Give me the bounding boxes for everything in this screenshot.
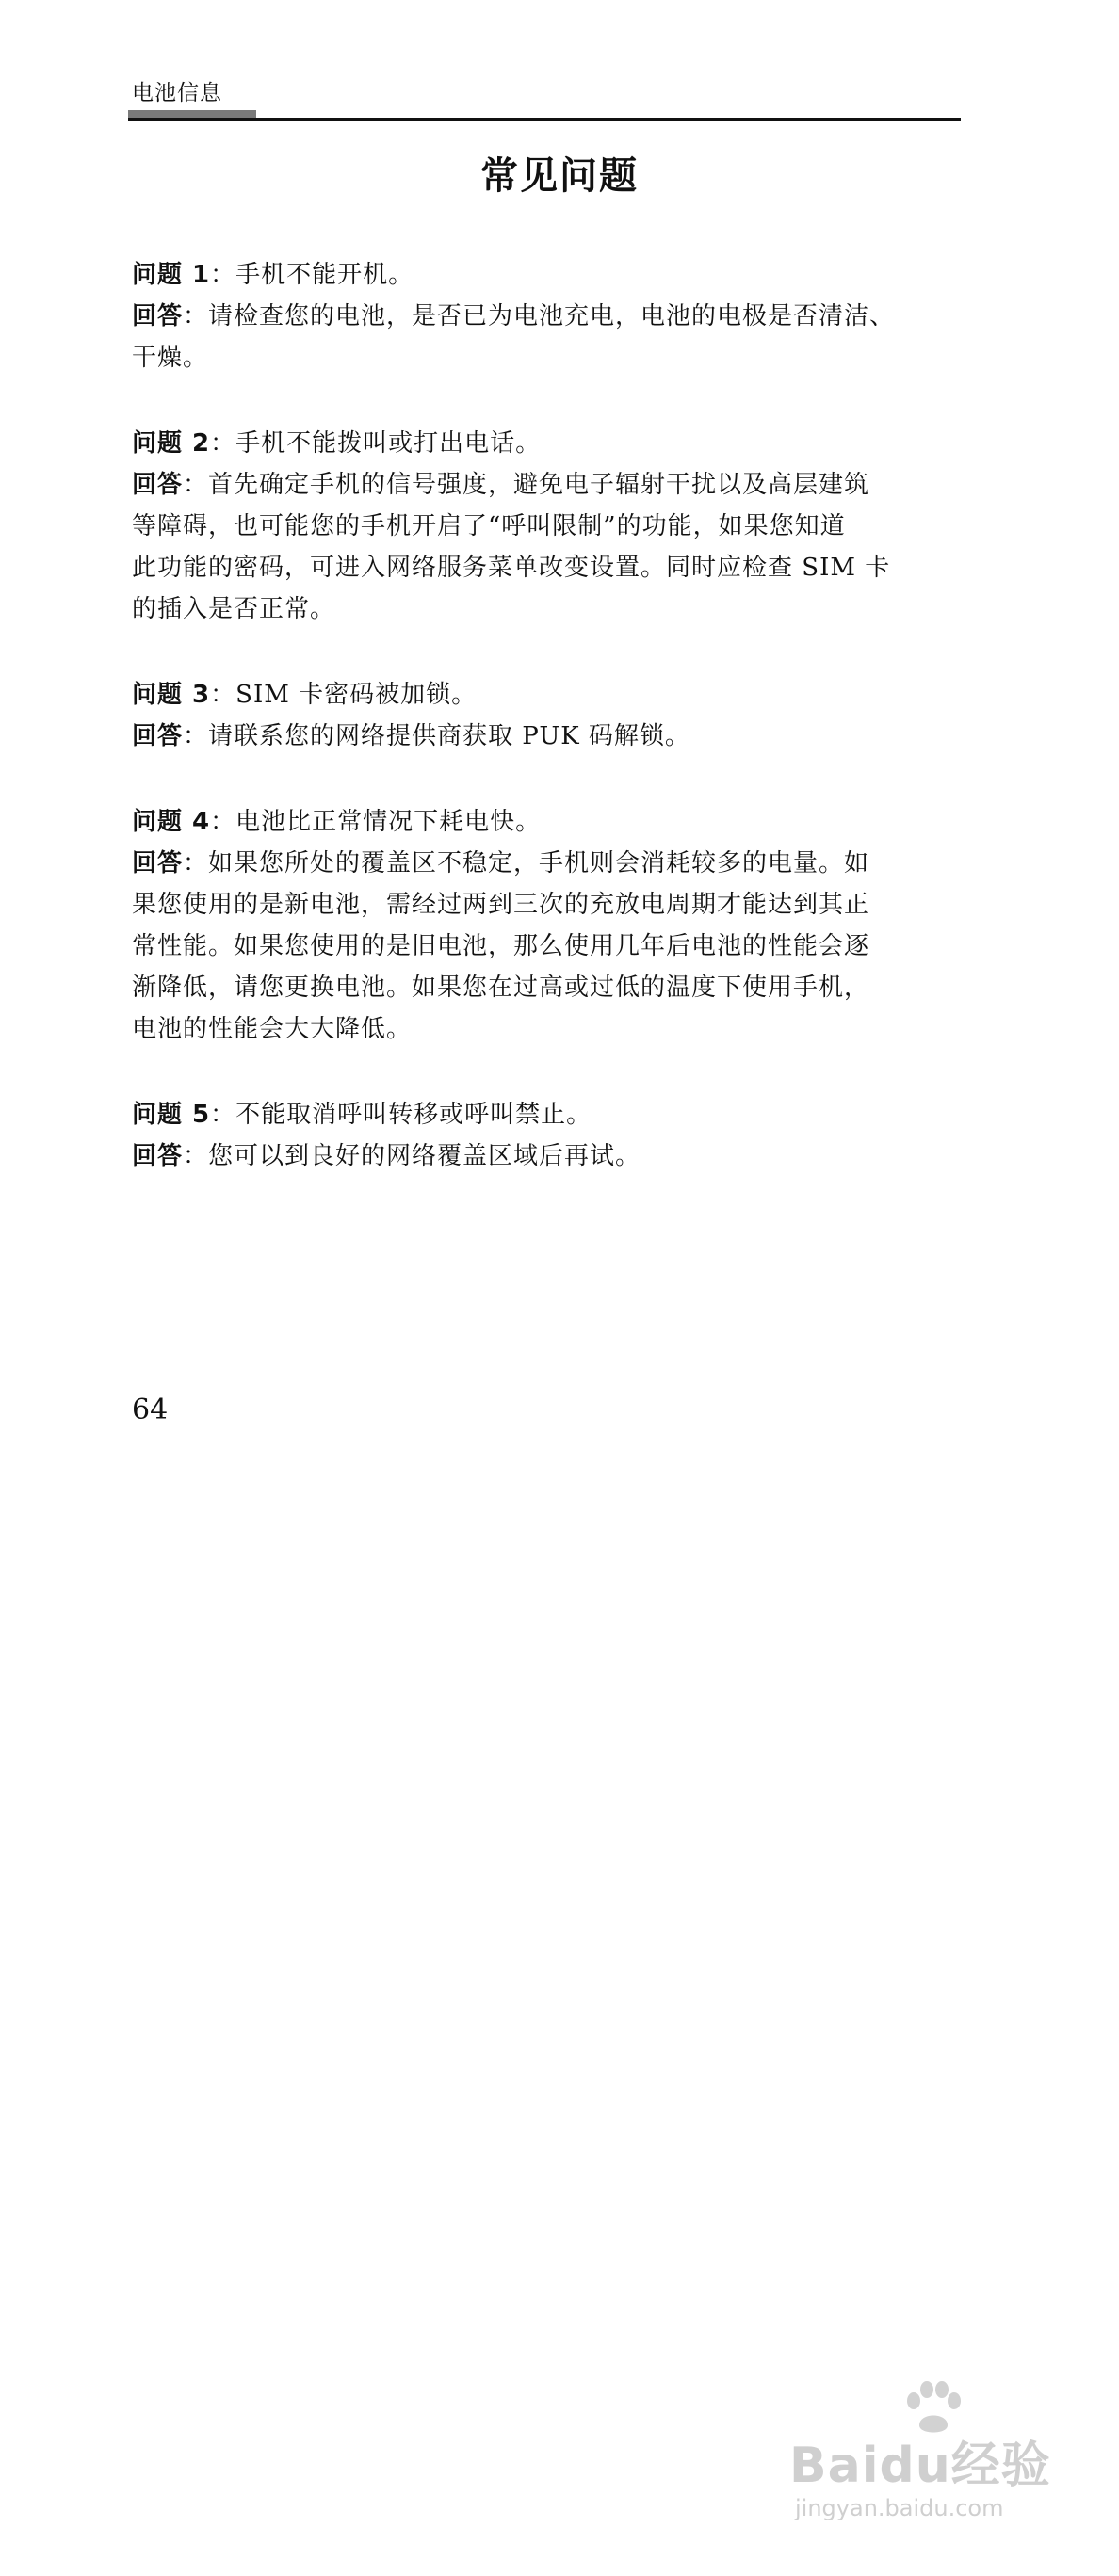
page-title: 常见问题 bbox=[480, 154, 639, 198]
answer-3-line-1 bbox=[132, 716, 961, 757]
question-2 bbox=[132, 423, 961, 464]
answer-label: 回答 bbox=[132, 1142, 184, 1170]
question-3 bbox=[132, 674, 961, 716]
answer-5-line-1 bbox=[132, 1135, 961, 1177]
answer-text: ：请联系您的网络提供商获取 PUK 码解锁。 bbox=[183, 722, 690, 750]
answer-4-line-3: 常性能。如果您使用的是旧电池，那么使用几年后电池的性能会逐 bbox=[132, 932, 870, 960]
question-text: ：手机不能拨叫或打出电话。 bbox=[210, 429, 542, 458]
answer-label: 回答 bbox=[132, 471, 184, 499]
running-header: 电池信息 bbox=[132, 81, 222, 105]
answer-1-line-2: 干燥。 bbox=[132, 344, 209, 372]
question-1 bbox=[132, 254, 961, 296]
faq-item-3 bbox=[132, 674, 961, 757]
question-text: ：SIM 卡密码被加锁。 bbox=[210, 681, 478, 709]
answer-text: ：如果您所处的覆盖区不稳定，手机则会消耗较多的电量。如 bbox=[183, 849, 870, 877]
faq-item-2 bbox=[132, 423, 961, 630]
page-number: 64 bbox=[132, 1393, 169, 1426]
faq-item-5 bbox=[132, 1094, 961, 1177]
answer-1-line-1 bbox=[132, 296, 961, 337]
answer-text: ：请检查您的电池，是否已为电池充电，电池的电极是否清洁、 bbox=[183, 302, 896, 330]
answer-label: 回答 bbox=[132, 722, 184, 750]
header-rule bbox=[128, 118, 961, 121]
answer-4-line-5: 电池的性能会大大降低。 bbox=[132, 1015, 413, 1043]
answer-2-line-3: 此功能的密码，可进入网络服务菜单改变设置。同时应检查 SIM 卡 bbox=[132, 554, 891, 582]
question-label: 问题 1 bbox=[132, 261, 211, 289]
answer-4-line-4: 渐降低，请您更换电池。如果您在过高或过低的温度下使用手机， bbox=[132, 974, 870, 1002]
watermark-brand: Baidu经验 bbox=[789, 2438, 1051, 2494]
answer-2-line-2: 等障碍，也可能您的手机开启了“呼叫限制”的功能，如果您知道 bbox=[132, 512, 846, 540]
answer-text: ：您可以到良好的网络覆盖区域后再试。 bbox=[183, 1142, 641, 1170]
answer-2-line-4: 的插入是否正常。 bbox=[132, 595, 336, 623]
baidu-jingyan-watermark bbox=[789, 2380, 1072, 2550]
question-5 bbox=[132, 1094, 961, 1135]
answer-text: ：首先确定手机的信号强度，避免电子辐射干扰以及高层建筑 bbox=[183, 471, 870, 499]
answer-label: 回答 bbox=[132, 302, 184, 330]
answer-label: 回答 bbox=[132, 849, 184, 877]
question-text: ：不能取消呼叫转移或呼叫禁止。 bbox=[210, 1101, 592, 1129]
question-label: 问题 3 bbox=[132, 681, 211, 709]
answer-4-line-2: 果您使用的是新电池，需经过两到三次的充放电周期才能达到其正 bbox=[132, 891, 870, 919]
question-4 bbox=[132, 801, 961, 843]
answer-4-line-1 bbox=[132, 843, 961, 884]
faq-list bbox=[132, 254, 961, 1221]
question-label: 问题 2 bbox=[132, 429, 211, 458]
answer-2-line-1 bbox=[132, 464, 961, 506]
question-text: ：手机不能开机。 bbox=[210, 261, 414, 289]
question-text: ：电池比正常情况下耗电快。 bbox=[210, 808, 542, 836]
faq-item-4 bbox=[132, 801, 961, 1050]
question-label: 问题 5 bbox=[132, 1101, 211, 1129]
watermark-url: jingyan.baidu.com bbox=[795, 2495, 1004, 2521]
faq-item-1 bbox=[132, 254, 961, 378]
question-label: 问题 4 bbox=[132, 808, 211, 836]
